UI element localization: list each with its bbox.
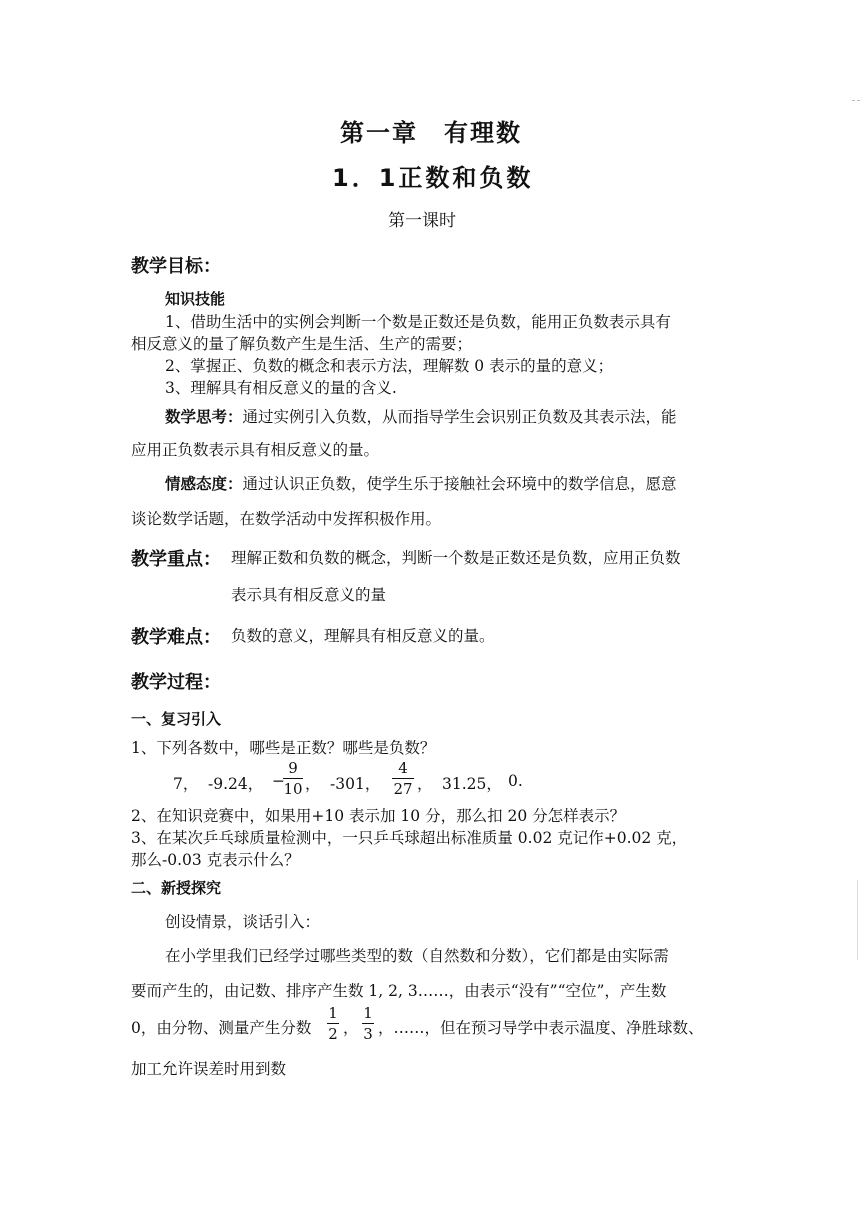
difficulties-label: 教学难点： [131, 627, 221, 648]
question-1: 1、下列各数中，哪些是正数？哪些是负数？ [131, 739, 436, 757]
question-3-line-1: 3、在某次乒乓球质量检测中，一只乒乓球超出标准质量 0.02 克记作+0.02 克， [131, 829, 688, 847]
fraction-numerator: 9 [288, 759, 298, 777]
fraction-9-10 [283, 759, 303, 798]
fraction-1-3 [362, 1004, 374, 1043]
comma: ， [343, 1019, 359, 1037]
paragraph-line-1: 在小学里我们已经学过哪些类型的数（自然数和分数），它们都是由实际需 [165, 947, 669, 965]
comma: ， [417, 775, 433, 793]
fraction-bar [283, 778, 303, 779]
scene-intro: 创设情景，谈话引入： [165, 913, 321, 931]
page-edge-mark [852, 100, 860, 101]
fraction-bar [327, 1023, 339, 1024]
question-2: 2、在知识竞赛中，如果用+10 表示加 10 分，那么扣 20 分怎样表示？ [131, 807, 626, 825]
review-heading: 一、复习引入 [131, 710, 222, 728]
fraction-numerator: 4 [398, 759, 408, 777]
key-points-line-2: 表示具有相反意义的量 [231, 586, 387, 604]
fraction-1-2 [327, 1004, 339, 1043]
number-7: 7， [173, 775, 199, 793]
number-0: 0. [508, 772, 523, 790]
attitude-line-1 [165, 472, 677, 494]
thinking-text: 通过实例引入负数，从而指导学生会识别正负数及其表示法，能 [242, 408, 677, 426]
chapter-title: 第一章 有理数 [340, 119, 522, 147]
objective-item-1-line-1: 1、借助生活中的实例会判断一个数是正数还是负数，能用正负数表示具有 [165, 313, 671, 331]
fraction-numerator: 1 [363, 1004, 373, 1022]
fraction-denominator: 27 [393, 780, 413, 798]
objective-item-1-line-2: 相反意义的量了解负数产生是生活、生产的需要； [131, 335, 473, 353]
number-neg-301: -301， [330, 775, 381, 793]
fraction-bar [362, 1023, 374, 1024]
attitude-text: 通过认识正负数，使学生乐于接触社会环境中的数学信息，愿意 [242, 475, 677, 493]
fraction-denominator: 2 [328, 1025, 338, 1043]
key-points-label: 教学重点： [131, 549, 221, 570]
minus-sign: − [272, 772, 285, 790]
fraction-4-27 [392, 759, 414, 798]
key-points-line-1: 理解正数和负数的概念，判断一个数是正数还是负数，应用正负数 [231, 549, 681, 567]
thinking-line-1 [165, 405, 677, 427]
number-neg-9-24: -9.24， [208, 775, 264, 793]
section-title: 1．1正数和负数 [332, 164, 534, 192]
paragraph-line-3-start: 0，由分物、测量产生分数 [131, 1019, 312, 1037]
new-section-heading: 二、新授探究 [131, 879, 222, 897]
comma: ， [305, 775, 321, 793]
process-heading: 教学过程： [131, 672, 221, 693]
objective-item-3: 3、理解具有相反意义的量的含义. [165, 379, 397, 397]
thinking-line-2: 应用正负数表示具有相反意义的量。 [131, 441, 380, 459]
paragraph-line-4: 加工允许误差时用到数 [131, 1060, 287, 1078]
objective-item-2: 2、掌握正、负数的概念和表示方法，理解数 0 表示的量的意义； [165, 357, 614, 375]
number-31-25: 31.25， [442, 775, 502, 793]
question-3-line-2: 那么-0.03 克表示什么？ [131, 851, 300, 869]
paragraph-line-3-end: ，……，但在预习导学中表示温度、净胜球数、 [378, 1019, 704, 1037]
difficulties-text: 负数的意义，理解具有相反意义的量。 [231, 627, 495, 645]
thinking-label: 数学思考： [165, 408, 243, 426]
fraction-denominator: 3 [363, 1025, 373, 1043]
fraction-numerator: 1 [328, 1004, 338, 1022]
attitude-line-2: 谈论数学话题，在数学活动中发挥积极作用。 [131, 510, 442, 528]
fraction-denominator: 10 [283, 780, 303, 798]
page-edge-line [857, 880, 858, 960]
objectives-heading: 教学目标： [131, 256, 221, 277]
lesson-title: 第一课时 [388, 211, 456, 231]
paragraph-line-2: 要而产生的，由记数、排序产生数 1, 2, 3……，由表示“没有”“空位”，产生数 [131, 982, 667, 1000]
attitude-label: 情感态度： [165, 475, 243, 493]
skills-label: 知识技能 [165, 290, 226, 308]
fraction-bar [392, 778, 414, 779]
